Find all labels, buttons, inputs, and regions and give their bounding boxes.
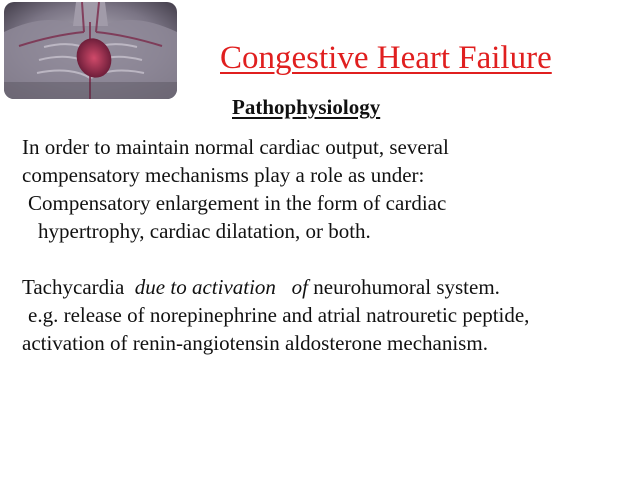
slide-title: Congestive Heart Failure [220,40,552,76]
body-line: compensatory mechanisms play a role as under: [22,163,425,187]
body-line: activation of renin-angiotensin aldosterone mechanism. [22,331,488,355]
body-line: hypertrophy, cardiac dilatation, or both. [38,219,371,243]
body-line: e.g. release of norepinephrine and atrial natrouretic peptide, [28,303,530,327]
body-line: In order to maintain normal cardiac output, several [22,135,449,159]
torso-icon [4,2,177,99]
paragraph-gap [22,245,634,273]
slide-subtitle: Pathophysiology [232,95,381,119]
body-line-tachycardia [22,273,634,301]
body-line: Compensatory enlargement in the form of cardiac [28,191,447,215]
slide-body [22,133,634,357]
text-run: neurohumoral system. [308,275,500,299]
text-run: Tachycardia [22,275,135,299]
heart-anatomy-illustration [4,2,177,99]
italic-text-run: due to activation of [134,275,309,299]
